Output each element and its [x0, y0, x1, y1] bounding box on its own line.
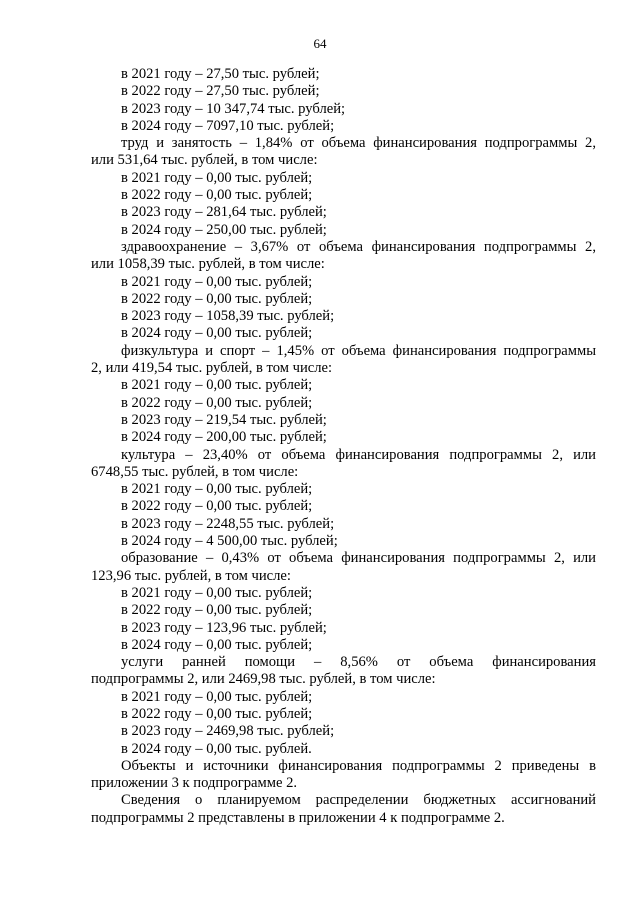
text-line: 2, или 419,54 тыс. рублей, в том числе:	[91, 360, 333, 377]
text-line: в 2024 году – 0,00 тыс. рублей;	[121, 636, 313, 653]
text-line: в 2021 году – 27,50 тыс. рублей;	[121, 66, 320, 82]
text-line: в 2024 году – 7097,10 тыс. рублей;	[121, 117, 335, 134]
text-line: в 2024 году – 250,00 тыс. рублей;	[121, 221, 327, 238]
text-line: Сведения о планируемом распределении бюджетных ассигнований	[121, 792, 596, 809]
text-line: в 2022 году – 0,00 тыс. рублей;	[121, 602, 313, 619]
page-number: 64	[313, 36, 327, 51]
text-line: в 2023 году – 2469,98 тыс. рублей;	[121, 723, 335, 740]
text-line: 123,96 тыс. рублей, в том числе:	[91, 567, 291, 584]
text-line: в 2023 году – 281,64 тыс. рублей;	[121, 204, 327, 221]
text-line: в 2021 году – 0,00 тыс. рублей;	[121, 481, 313, 498]
text-line: физкультура и спорт – 1,45% от объема финансирования подпрограммы	[121, 342, 596, 359]
text-line: приложении 3 к подпрограмме 2.	[91, 775, 298, 792]
text-line: подпрограммы 2, или 2469,98 тыс. рублей, в том числе:	[91, 671, 436, 688]
text-line: культура – 23,40% от объема финансирования подпрограммы 2, или	[121, 446, 596, 463]
text-line: в 2024 году – 0,00 тыс. рублей;	[121, 325, 313, 342]
text-line: в 2022 году – 0,00 тыс. рублей;	[121, 187, 313, 204]
text-line: в 2022 году – 0,00 тыс. рублей;	[121, 394, 313, 411]
text-line: в 2022 году – 0,00 тыс. рублей;	[121, 290, 313, 307]
text-line: в 2023 году – 123,96 тыс. рублей;	[121, 619, 327, 636]
text-line: услуги ранней помощи – 8,56% от объема финансирования	[121, 654, 596, 671]
text-line: в 2021 году – 0,00 тыс. рублей;	[121, 273, 313, 290]
text-line: в 2024 году – 4 500,00 тыс. рублей;	[121, 533, 338, 550]
text-line: в 2021 году – 0,00 тыс. рублей;	[121, 377, 313, 394]
text-line: подпрограммы 2 представлены в приложении 4 к подпрограмме 2.	[91, 809, 505, 826]
text-line: образование – 0,43% от объема финансирования подпрограммы 2, или	[121, 550, 596, 567]
text-line: в 2023 году – 219,54 тыс. рублей;	[121, 411, 327, 428]
text-line: труд и занятость – 1,84% от объема финансирования подпрограммы 2,	[121, 135, 596, 152]
text-line: в 2022 году – 0,00 тыс. рублей;	[121, 498, 313, 515]
document-body	[91, 66, 596, 827]
text-line: в 2022 году – 0,00 тыс. рублей;	[121, 705, 313, 722]
text-line: в 2021 году – 0,00 тыс. рублей;	[121, 688, 313, 705]
text-line: или 531,64 тыс. рублей, в том числе:	[91, 152, 318, 169]
text-line: в 2021 году – 0,00 тыс. рублей;	[121, 584, 313, 601]
text-line: здравоохранение – 3,67% от объема финансирования подпрограммы 2,	[121, 238, 596, 255]
text-line: в 2023 году – 10 347,74 тыс. рублей;	[121, 100, 346, 117]
text-line: 6748,55 тыс. рублей, в том числе:	[91, 463, 299, 480]
text-line: Объекты и источники финансирования подпрограммы 2 приведены в	[121, 757, 596, 774]
text-line: или 1058,39 тыс. рублей, в том числе:	[91, 256, 325, 273]
text-line: в 2024 году – 200,00 тыс. рублей;	[121, 429, 327, 446]
text-line: в 2024 году – 0,00 тыс. рублей.	[121, 740, 312, 757]
text-line: в 2022 году – 27,50 тыс. рублей;	[121, 83, 320, 100]
text-line: в 2023 году – 2248,55 тыс. рублей;	[121, 515, 335, 532]
text-line: в 2021 году – 0,00 тыс. рублей;	[121, 169, 313, 186]
text-line: в 2023 году – 1058,39 тыс. рублей;	[121, 308, 335, 325]
